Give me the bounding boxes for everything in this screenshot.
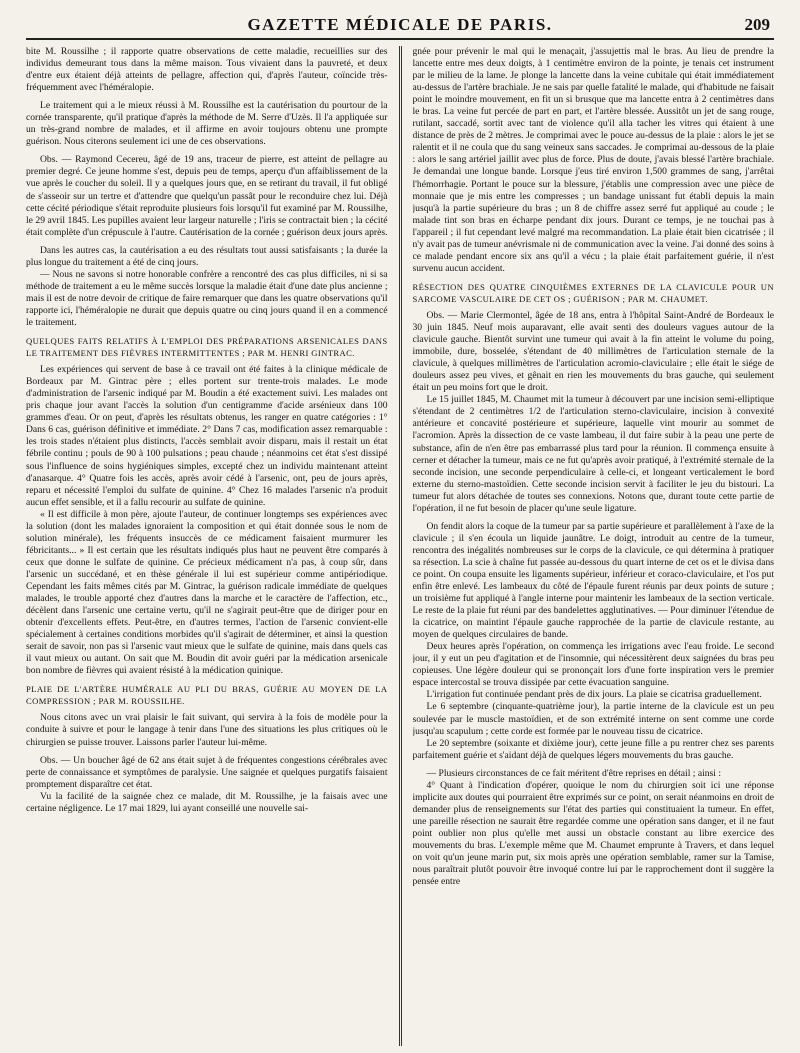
paragraph: Nous citons avec un vrai plaisir le fait suivant, qui servira à la fois de modèle pour la conduite à suivre et pour le langage à tenir dans l'une des situations les plus critiques où le chirurgien se puisse trouver. Laissons parler l'auteur lui-même. bbox=[26, 712, 388, 748]
paragraph: 4° Quant à l'indication d'opérer, quoique le nom du chirurgien soit ici une réponse implicite aux doutes qui pourraient être exprimés sur ce point, on serait néanmoins en droit de demander plus de renseignements sur l'état des parties qui constituaient la tumeur. En effet, une pareille résection ne saurait être regardée comme une opération sans danger, et il ne faut point oublier non plus qu'elle met aussi un obstacle constant au libre exercice des mouvements du bras. L'exemple même que M. Chaumet emprunte à Travers, et dans lequel on voit qu'un jeune marin put, six mois après une opération semblable, ramer sur la Tamise, nous paraîtrait plutôt pouvoir être invoqué contre lui par le rapprochement dont il suggère la pensée entre bbox=[412, 779, 774, 888]
column-divider bbox=[399, 46, 402, 1046]
paragraph: gnée pour prévenir le mal qui le menaçait, j'assujettis mal le bras. Au lieu de prendre la lancette entre mes deux doigts, à 1 centimètre environ de la pointe, je tenais cet instrument par le milieu de la lame. Je plonge la lancette dans la veine cubitale qui était immédiatement au-dessus de l'artère brachiale. Je ne sais par quelle fatalité le malade, qui d'habitude ne faisait point le moindre mouvement, en fit un si brusque que ma lancette entra à 2 centimètres dans le bras. La veine fut percée de part en part, et l'artère blessée. Aussitôt un jet de sang rouge, rutilant, saccadé, sortit avec tant de violence qu'il alla tacher les vitres qui étaient à une distance de près de 2 mètres. Je comprimai avec le pouce au-dessus de la plaie : alors le jet se ralentit et il ne coula que du sang veineux sans saccades. Je comprimai au-dessous de la plaie : alors le sang artériel jaillit avec plus de force. Plus de doute, j'avais blessé l'artère brachiale. Je demandai une longue bande. Lorsque j'eus tiré environ 1,500 grammes de sang, j'arrêtai l'hémorrhagie. Portant le pouce sur la blessure, j'établis une compression avec une pièce de monnaie que je mis entre les compresses ; un bandage unissant fut établi depuis la main jusqu'à la partie supérieure du bras ; un 8 de chiffre assez serré fut appliqué au coude ; le malade tint son bras en écharpe pendant dix jours. Durant ce temps, je ne touchai pas à l'appareil ; il fut cependant levé malgré ma recommandation. La plaie était bien cicatrisée ; il n'y avait pas de tumeur anévrismale ni de communication avec la veine. J'ai donné des soins à ce malade pendant encore six ans qu'il a vécu ; la plaie était parfaitement guérie, il n'est survenu aucun accident. bbox=[412, 46, 774, 274]
article-heading-text: RÉSECTION DES QUATRE CINQUIÈMES EXTERNES DE LA CLAVICULE POUR UN SARCOME VASCULAIRE DE CET OS ; GUÉRISON ; PAR M. CHAUMET. bbox=[412, 281, 774, 304]
journal-title: GAZETTE MÉDICALE DE PARIS. bbox=[247, 15, 553, 34]
left-column bbox=[26, 46, 388, 1046]
article-heading bbox=[413, 281, 775, 305]
paragraph: Le 6 septembre (cinquante-quatrième jour), la partie interne de la clavicule est un peu soulevée par le muscle mastoïdien, et de son extrémité interne on sent comme une corde jusqu'au scapulum ; cette corde est formée par le nouveau tissu de cicatrice. bbox=[412, 701, 774, 737]
article-heading-text: QUELQUES FAITS RELATIFS À L'EMPLOI DES PRÉPARATIONS ARSENICALES DANS LE TRAITEMENT DES FIÈVRES INTERMITTENTES ; PAR M. HENRI GINTRAC. bbox=[26, 336, 388, 359]
page-header bbox=[26, 14, 774, 40]
article-heading-text: PLAIE DE L'ARTÈRE HUMÉRALE AU PLI DU BRAS, GUÉRIE AU MOYEN DE LA COMPRESSION ; PAR M. ROUSSILHE. bbox=[26, 684, 388, 707]
paragraph: Deux heures après l'opération, on commença les irrigations avec l'eau froide. Le second jour, il y eut un peu d'agitation et de l'insomnie, qui nécessitèrent deux saignées du bras peu copieuses. Une légère douleur qui se prononçait lors d'une forte inspiration vers le premier espace intercostal se trouva dissipée par cette évacuation sanguine. bbox=[412, 641, 774, 689]
observation-paragraph: Obs. — Marie Clermontel, âgée de 18 ans, entra à l'hôpital Saint-André de Bordeaux le 30 juin 1845. Neuf mois auparavant, elle avait senti des douleurs vagues autour de la clavicule gauche. Bientôt survint une tumeur qui avait à la fin atteint le volume du poing, immobile, dure, bosselée, s'étendant de 40 millimètres de l'articulation sternale de la clavicule, à quelques millimètres de l'articulation acromio-claviculaire ; elle était le siége de douleurs assez peu vives, et gênait en rien les mouvements du bras gauche, qui seulement était un peu moins fort que le droit. bbox=[412, 309, 774, 394]
paragraph: Dans les autres cas, la cautérisation a eu des résultats tout aussi satisfaisants ; la durée la plus longue du traitement a été de cinq jours. bbox=[26, 244, 388, 268]
paragraph: Les expériences qui servent de base à ce travail ont été faites à la clinique médicale de Bordeaux par M. Gintrac père ; elles portent sur trente-trois malades. Le mode d'administration de l'arsenic indiqué par M. Boudin a été exactement suivi. Les malades ont pris chaque jour avant l'accès la solution d'un centigramme d'acide arsénieux dans 100 grammes d'eau. Or on peut, d'après les résultats obtenus, les ranger en quatre catégories : 1° Dans 6 cas, guérison définitive et immédiate. 2° Dans 7 cas, modification assez remarquable : les trois stades n'étaient plus distincts, l'accès semblait avoir disparu, mais il restait un état fébrile continu ; pouls de 90 à 100 pulsations ; peau chaude ; néanmoins cet état s'est dissipé sous l'influence de soins hygiéniques simples, excepté chez un individu maintenant atteint d'anasarque. 4° Quatre fois les accès, après avoir cédé à l'arsenic, ont, peu de jours après, reparu et nécessité l'emploi du sulfate de quinine. 4° Chez 16 malades l'arsenic n'a produit aucun effet sensible, et il a fallu recourir au sulfate de quinine. bbox=[26, 364, 388, 508]
paragraph: On fendit alors la coque de la tumeur par sa partie supérieure et parallèlement à l'axe de la clavicule ; il s'en écoula un liquide jaunâtre. Le doigt, introduit au centre de la tumeur, rencontra des inégalités nombreuses sur le corps de la clavicule, ce qui détermina à pratiquer sa résection. La scie à chaîne fut passée au-dessous du quart interne de cet os et le divisa dans ce point. On coupa ensuite les ligaments supérieur, inférieur et coraco-claviculaire, et l'os put enfin être enlevé. Les lambeaux du côté de l'épaule furent réunis par deux points de suture ; un troisième fut appliqué à l'angle interne pour maintenir les lambeaux de la section verticale. Le reste de la plaie fut réuni par des bandelettes agglutinatives. — Pour diminuer l'étendue de la cicatrice, on maintint l'épaule gauche rapprochée de la partie de clavicule restante, au moyen de quelques circulaires de bande. bbox=[412, 520, 774, 641]
paragraph: « Il est difficile à mon père, ajoute l'auteur, de continuer longtemps ses expériences avec la solution (dont les malades ignoraient la composition et qui était donnée sous le nom de solution minérale), les fréquents insuccès de ce médicament faisaient murmurer les fébricitants... » Il est certain que les résultats indiqués plus haut ne peuvent être comparés à ceux que donne le sulfate de quinine. Ce précieux médicament n'a pas, à coup sûr, dans l'arsenic un succédané, et en thèse générale il lui est supérieur comme antipériodique. Cependant les faits mêmes cités par M. Gintrac, la guérison radicale immédiate de quelques malades, le trouble apporté chez d'autres dans la marche et le caractère de l'affection, etc., décèlent dans l'arsenic une certaine vertu, qu'il ne s'agirait peut-être que de diriger pour en obtenir d'excellents effets. Peut-être, en d'autres termes, l'action de l'arsenic convient-elle spécialement à certaines conditions morbides qu'il s'agirait de déterminer, et ainsi la question serait de savoir, non pas si l'arsenic vaut mieux que le sulfate de quinine, mais dans quels cas il vaut mieux ou autant. On sait que M. Boudin dit avoir guéri par la médication arsenicale bon nombre de fièvres qui avaient résisté à la médication quinique. bbox=[26, 508, 388, 677]
paragraph: Le traitement qui a le mieux réussi à M. Roussilhe est la cautérisation du pourtour de la cornée transparente, qu'il pratique d'après la méthode de M. Serre d'Uzès. Il l'a appliquée sur un très-grand nombre de malades, et il affirme en avoir toujours obtenu une prompte guérison. Nous citerons seulement ici une de ces observations. bbox=[26, 100, 388, 148]
paragraph: — Plusieurs circonstances de ce fait méritent d'être reprises en détail ; ainsi : bbox=[426, 767, 722, 779]
observation-paragraph: Obs. — Un boucher âgé de 62 ans était sujet à de fréquentes congestions cérébrales avec perte de connaissance et symptômes de paralysie. Une saignée et quelques purgatifs faisaient promptement disparaître cet état. bbox=[26, 754, 388, 790]
paragraph: L'irrigation fut continuée pendant près de dix jours. La plaie se cicatrisa graduellement. bbox=[426, 689, 762, 701]
article-columns bbox=[26, 46, 774, 1046]
paragraph: bite M. Roussilhe ; il rapporte quatre observations de cette maladie, recueillies sur des individus demeurant tous dans la même maison. Tous vivaient dans la pauvreté, et deux d'entre eux étaient déjà atteints de pellagre, affection qui, d'après l'auteur, coïncide très-fréquemment avec l'héméralopie. bbox=[26, 46, 388, 94]
article-heading bbox=[26, 335, 388, 359]
paragraph: Le 20 septembre (soixante et dixième jour), cette jeune fille a pu rentrer chez ses parents parfaitement guérie et s'aidant déjà de quelques légers mouvements du bras gauche. bbox=[412, 737, 774, 761]
page-number: 209 bbox=[744, 15, 770, 34]
paragraph: Vu la facilité de la saignée chez ce malade, dit M. Roussilhe, je la faisais avec une certaine négligence. Le 17 mai 1829, lui ayant conseillé une nouvelle sai- bbox=[26, 790, 388, 814]
paragraph: — Nous ne savons si notre honorable confrère a rencontré des cas plus difficiles, ni si sa méthode de traitement a eu le même succès lorsque la maladie était d'une date plus ancienne ; mais il est de notre devoir de critique de faire remarquer que dans les quatre observations qu'il rapporte ici, l'héméralopie ne durait que depuis quatre ou cinq jours quand il en a commencé le traitement. bbox=[26, 268, 388, 328]
paragraph: Le 15 juillet 1845, M. Chaumet mit la tumeur à découvert par une incision semi-elliptique s'étendant de 2 centimètres 1/2 de l'articulation sterno-claviculaire, incision à convexité antérieure et concavité postérieure et supérieure, laquelle vint mourir au sommet de l'acromion. Après la dissection de ce vaste lambeau, il dut faire subir à la peau une perte de substance, afin de n'en être pas embarrassé plus tard pour la réunion. Il commença ensuite à cerner et détacher la tumeur, mais ce ne fut qu'après avoir pratiqué, à l'extrémité sternale de la seconde incision, une seconde perpendiculaire à celle-ci, et longeant verticalement le bord externe du sterno-mastoïdien. Cette seconde incision servit à faciliter le jeu du bistouri. La tumeur fut alors détachée de toutes ses connexions. Notons que, durant toute cette partie de l'opération, il ne fut besoin de placer qu'une seule ligature. bbox=[412, 394, 774, 514]
article-heading bbox=[26, 683, 388, 707]
observation-paragraph: Obs. — Raymond Cecereu, âgé de 19 ans, traceur de pierre, est atteint de pellagre au premier degré. Ce jeune homme s'est, depuis peu de temps, aperçu d'un affaiblissement de la vue après le coucher du soleil. Il y a quelques jours que, en se retirant du travail, il fut obligé de s'asseoir sur un tertre et d'attendre que quelqu'un passât pour le reconduire chez lui. Déjà cette cécité périodique s'était reproduite plusieurs fois lorsqu'il fut examiné par M. Roussilhe, le 29 avril 1845. Les pupilles avaient leur largeur naturelle ; l'iris se contractait bien ; la cécité était complète d'un crépuscule à l'autre. Cautérisation de la cornée ; guérison deux jours après. bbox=[26, 154, 388, 238]
right-column bbox=[413, 46, 775, 1046]
